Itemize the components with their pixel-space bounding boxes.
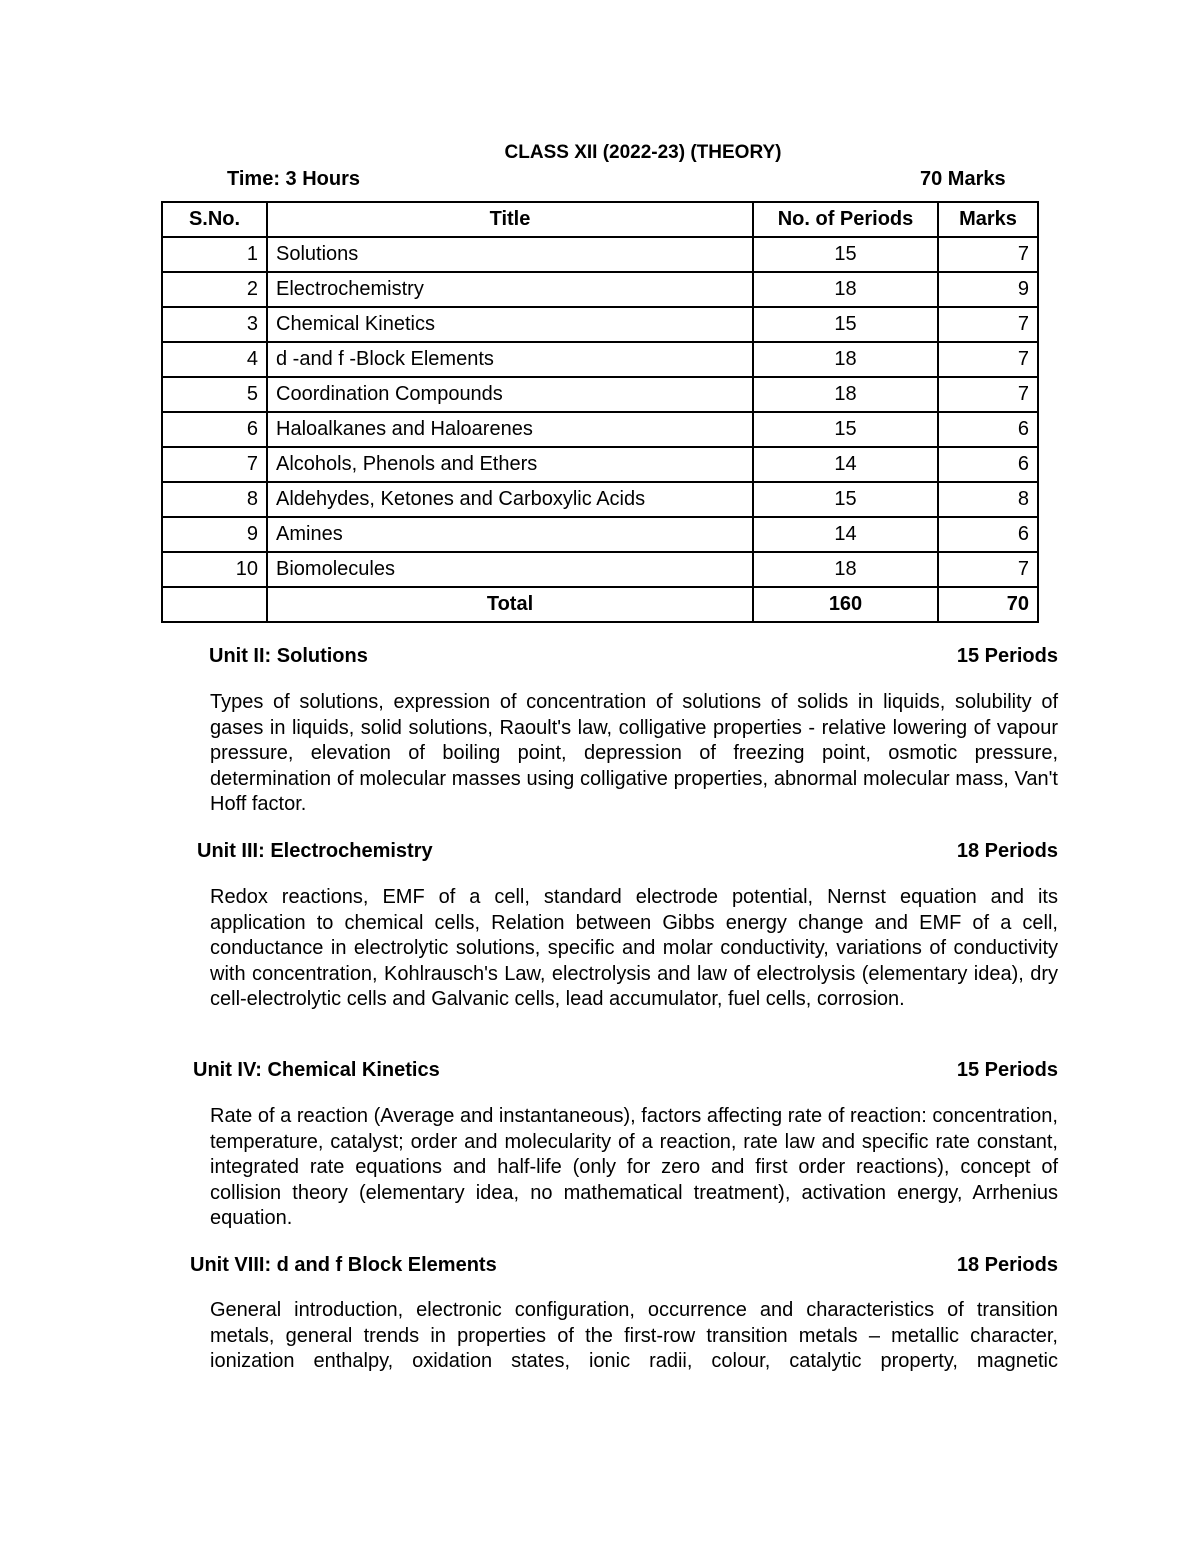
unit-periods: 15 Periods [956,645,1058,667]
cell-title: Chemical Kinetics [267,307,753,342]
unit-periods: 15 Periods [956,1059,1058,1081]
table-header-row [162,202,1038,237]
cell-periods: 18 [753,552,938,587]
cell-sno: 5 [162,377,267,412]
cell-title: Biomolecules [267,552,753,587]
total-label: Total [267,587,753,622]
cell-periods: 18 [753,377,938,412]
cell-title: Amines [267,517,753,552]
cell-sno: 7 [162,447,267,482]
cell-marks: 6 [938,517,1038,552]
cell-title: Electrochemistry [267,272,753,307]
cell-marks: 8 [938,482,1038,517]
table-row [162,342,1038,377]
table-row [162,237,1038,272]
cell-marks: 7 [938,237,1038,272]
table-row [162,552,1038,587]
cell-sno: 3 [162,307,267,342]
cell-marks: 7 [938,377,1038,412]
cell-marks: 6 [938,447,1038,482]
table-row [162,272,1038,307]
unit-description: Redox reactions, EMF of a cell, standard electrode potential, Nernst equation and its application to chemical cells, Relation between Gibbs energy change and EMF of a cell, conductance in electrolytic solutions, specific and molar conductivity, variations of conductivity with concentration, Kohlrausch's Law, electrolysis and law of electrolysis (elementary idea), dry cell-electrolytic cells and Galvanic cells, lead accumulator, fuel cells, corrosion. [210,886,1058,1010]
unit-periods: 18 Periods [956,1254,1058,1276]
cell-title: Alcohols, Phenols and Ethers [267,447,753,482]
unit-description: Types of solutions, expression of concentration of solutions of solids in liquids, solubility of gases in liquids, solid solutions, Raoult's law, colligative properties - relative lowering of vapour pressure, elevation of boiling point, depression of freezing point, osmotic pressure, determination of molecular masses using colligative properties, abnormal molecular mass, Van't Hoff factor. [210,691,1058,815]
unit-title: Unit IV: Chemical Kinetics [193,1059,440,1081]
total-marks-label: 70 Marks [920,168,1006,190]
cell-sno: 9 [162,517,267,552]
total-periods: 160 [753,587,938,622]
cell-title: Haloalkanes and Haloarenes [267,412,753,447]
cell-sno-empty [162,587,267,622]
cell-sno: 6 [162,412,267,447]
unit-description: General introduction, electronic configuration, occurrence and characteristics of transition metals, general trends in properties of the first-row transition metals – metallic character, ionization enthalpy, oxidation states, ionic radii, colour, catalytic property, magnetic [210,1299,1058,1372]
cell-sno: 10 [162,552,267,587]
cell-sno: 1 [162,237,267,272]
column-header-title: Title [267,202,753,237]
cell-title: Solutions [267,237,753,272]
unit-description: Rate of a reaction (Average and instantaneous), factors affecting rate of reaction: concentration, temperature, catalyst; order and molecularity of a reaction, rate law and specific rate constant, integrated rate equations and half-life (only for zero and first order reactions), concept of collision theory (elementary idea, no mathematical treatment), activation energy, Arrhenius equation. [210,1105,1058,1229]
column-header-sno: S.No. [162,202,267,237]
syllabus-table [161,201,1039,623]
cell-title: Coordination Compounds [267,377,753,412]
cell-periods: 15 [753,237,938,272]
cell-title: Aldehydes, Ketones and Carboxylic Acids [267,482,753,517]
cell-periods: 18 [753,342,938,377]
unit-title: Unit III: Electrochemistry [197,840,433,862]
cell-marks: 7 [938,307,1038,342]
cell-sno: 8 [162,482,267,517]
cell-sno: 4 [162,342,267,377]
unit-title: Unit II: Solutions [209,645,368,667]
cell-periods: 18 [753,272,938,307]
total-marks: 70 [938,587,1038,622]
table-total-row [162,587,1038,622]
cell-periods: 15 [753,412,938,447]
cell-sno: 2 [162,272,267,307]
table-row [162,412,1038,447]
column-header-marks: Marks [938,202,1038,237]
cell-periods: 15 [753,482,938,517]
cell-marks: 7 [938,342,1038,377]
cell-title: d -and f -Block Elements [267,342,753,377]
cell-periods: 14 [753,517,938,552]
unit-periods: 18 Periods [956,840,1058,862]
table-row [162,517,1038,552]
page-title: CLASS XII (2022-23) (THEORY) [504,142,782,163]
table-row [162,307,1038,342]
unit-title: Unit VIII: d and f Block Elements [190,1254,497,1276]
cell-marks: 6 [938,412,1038,447]
cell-periods: 14 [753,447,938,482]
cell-marks: 9 [938,272,1038,307]
cell-periods: 15 [753,307,938,342]
cell-marks: 7 [938,552,1038,587]
table-row [162,447,1038,482]
table-row [162,482,1038,517]
time-label: Time: 3 Hours [227,168,360,190]
column-header-periods: No. of Periods [753,202,938,237]
table-row [162,377,1038,412]
